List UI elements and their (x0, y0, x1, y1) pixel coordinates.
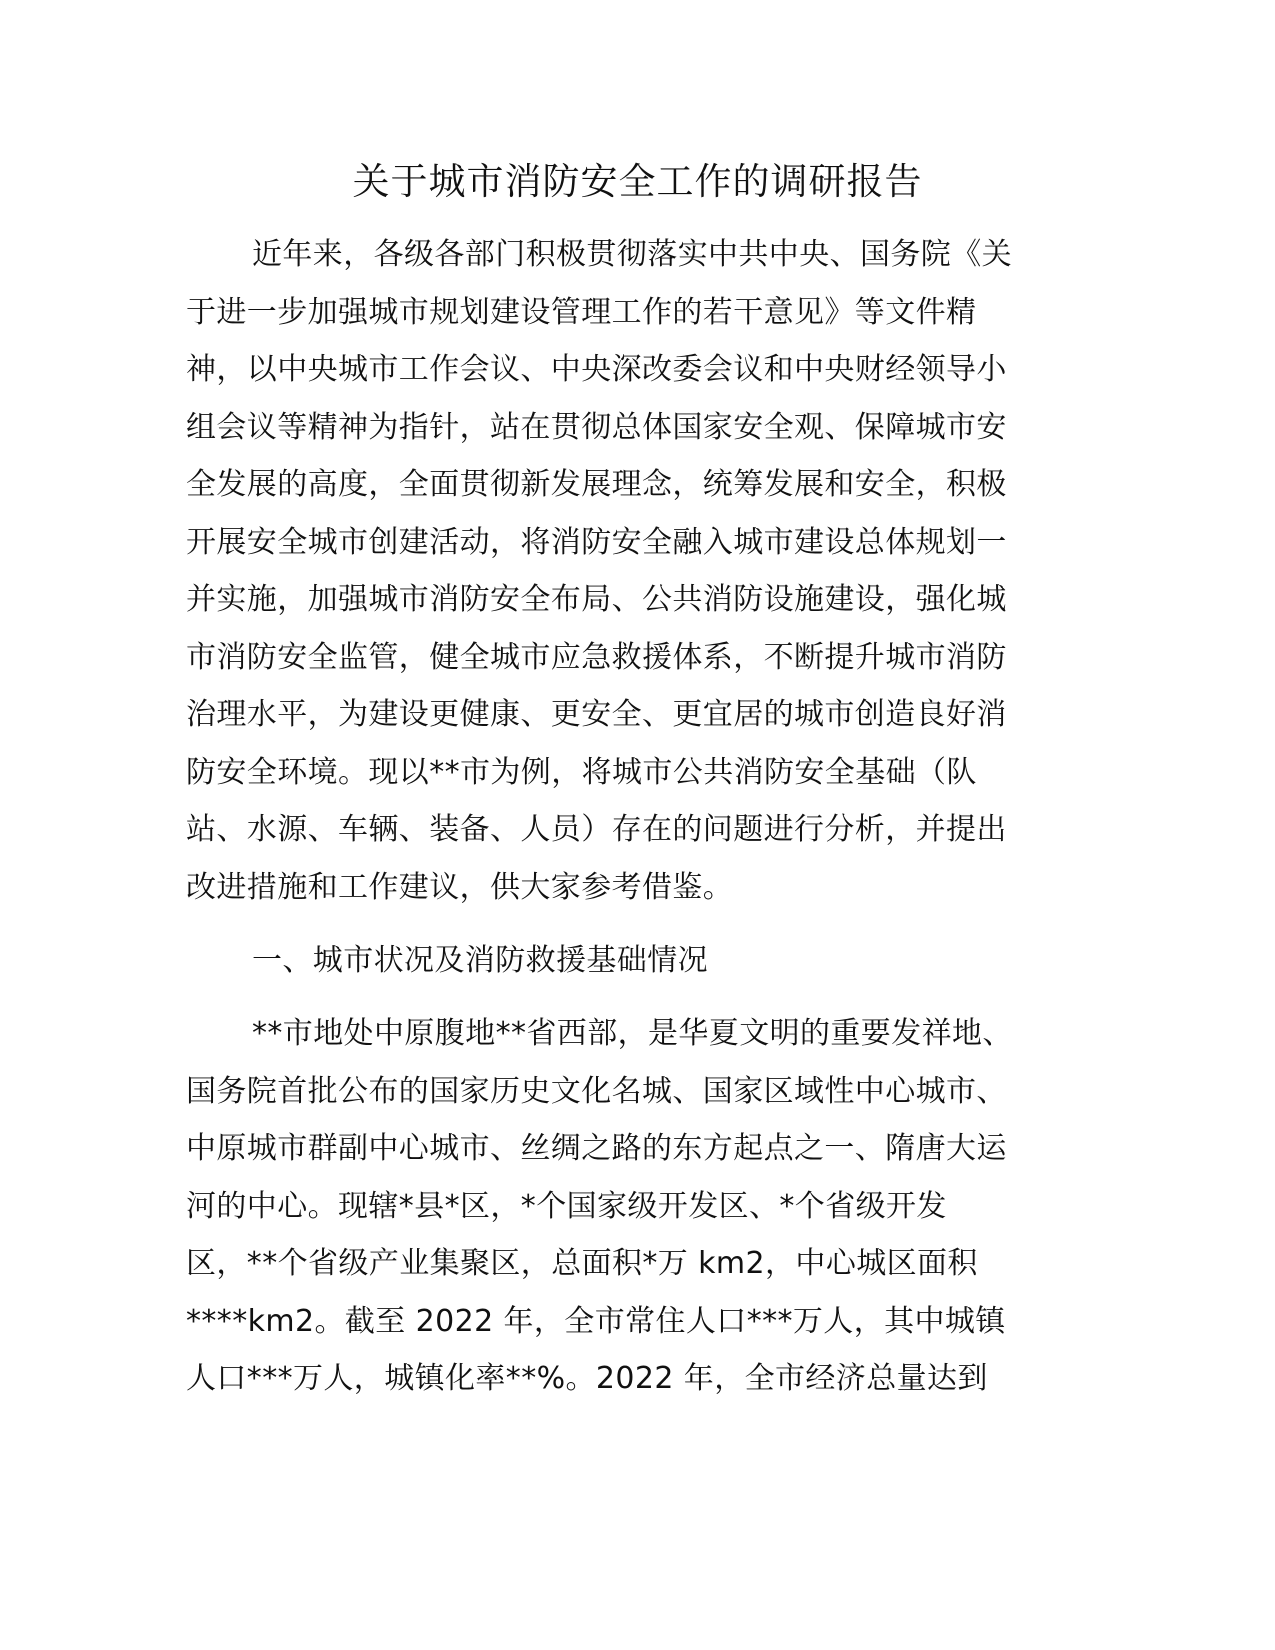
paragraph-line: 市消防安全监管，健全城市应急救援体系，不断提升城市消防 (186, 639, 1007, 675)
paragraph-line: 中原城市群副中心城市、丝绸之路的东方起点之一、隋唐大运 (186, 1131, 1007, 1166)
paragraph-line: 国务院首批公布的国家历史文化名城、国家区域性中心城市、 (186, 1073, 1007, 1109)
paragraph-line: 站、水源、车辆、装备、人员）存在的问题进行分析，并提出 (186, 812, 1007, 847)
section-heading-text: 一、城市状况及消防救援基础情况 (252, 943, 708, 978)
paragraph-line: 人口***万人，城镇化率**%。2022 年，全市经济总量达到 (186, 1361, 988, 1396)
paragraph-line: 近年来，各级各部门积极贯彻落实中共中央、国务院《关 (252, 237, 1012, 272)
paragraph-line: 开展安全城市创建活动，将消防安全融入城市建设总体规划一 (186, 524, 1007, 560)
section-heading (186, 932, 1156, 990)
paragraph-line: 改进措施和工作建议，供大家参考借鉴。 (186, 869, 734, 905)
paragraph-line: 区，**个省级产业集聚区，总面积*万 km2，中心城区面积 (186, 1246, 978, 1281)
paragraph-line: 神，以中央城市工作会议、中央深改委会议和中央财经领导小 (186, 352, 1007, 387)
paragraph-city-overview (186, 1005, 1156, 1408)
document-title: 关于城市消防安全工作的调研报告 (352, 160, 923, 203)
paragraph-intro (186, 226, 1156, 916)
paragraph-line: 并实施，加强城市消防安全布局、公共消防设施建设，强化城 (186, 582, 1007, 617)
paragraph-line: 全发展的高度，全面贯彻新发展理念，统筹发展和安全，积极 (186, 467, 1007, 502)
paragraph-line: **市地处中原腹地**省西部，是华夏文明的重要发祥地、 (252, 1016, 1013, 1051)
paragraph-line: 治理水平，为建设更健康、更安全、更宜居的城市创造良好消 (186, 697, 1007, 732)
paragraph-line: 于进一步加强城市规划建设管理工作的若干意见》等文件精 (186, 294, 977, 330)
paragraph-line: 组会议等精神为指针，站在贯彻总体国家安全观、保障城市安 (186, 409, 1007, 445)
paragraph-line: 河的中心。现辖*县*区，*个国家级开发区、*个省级开发 (186, 1188, 947, 1224)
paragraph-line: 防安全环境。现以**市为例，将城市公共消防安全基础（队 (186, 754, 977, 790)
paragraph-line: ****km2。截至 2022 年，全市常住人口***万人，其中城镇 (186, 1303, 1006, 1339)
